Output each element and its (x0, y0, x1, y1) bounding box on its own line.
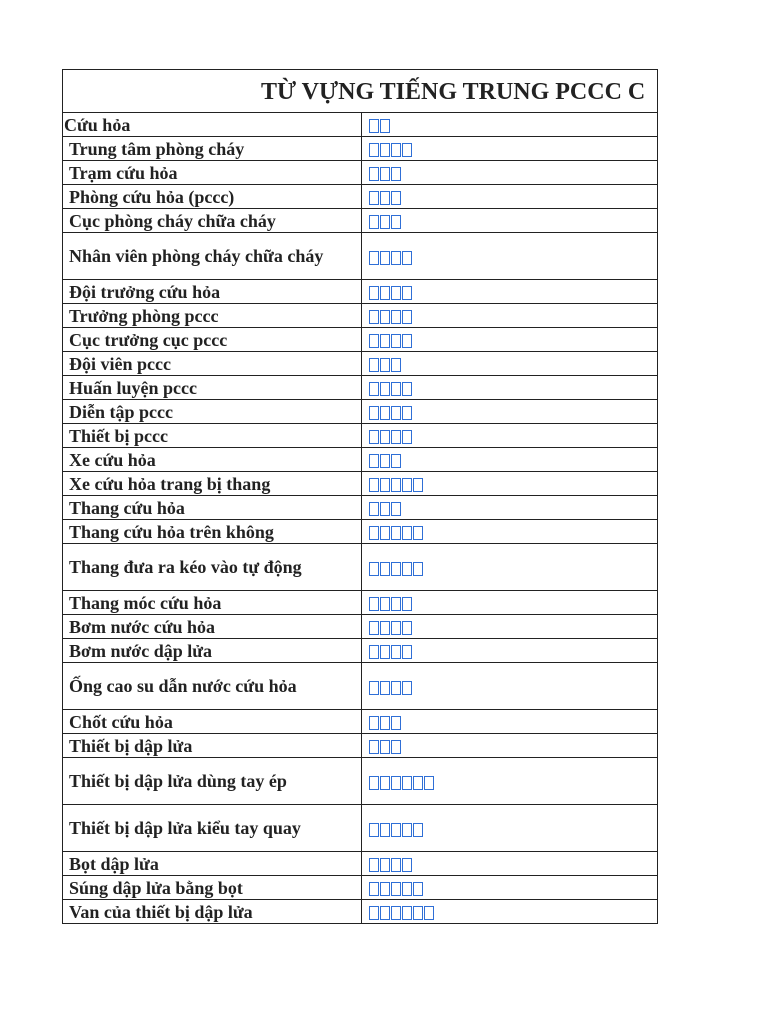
missing-glyph-boxes (369, 645, 412, 659)
table-row (63, 400, 657, 424)
table-row (63, 615, 657, 639)
table-row (63, 424, 657, 448)
chinese-term (361, 520, 657, 544)
vietnamese-term: Đội viên pccc (63, 352, 361, 376)
vocabulary-table (63, 113, 657, 924)
table-row (63, 710, 657, 734)
missing-glyph-icon (369, 310, 379, 324)
missing-glyph-icon (380, 621, 390, 635)
table-row (63, 328, 657, 352)
table-row (63, 280, 657, 304)
table-row (63, 663, 657, 710)
missing-glyph-icon (380, 167, 390, 181)
missing-glyph-icon (380, 406, 390, 420)
missing-glyph-icon (391, 406, 401, 420)
missing-glyph-icon (380, 358, 390, 372)
missing-glyph-boxes (369, 562, 423, 576)
chinese-term (361, 758, 657, 805)
missing-glyph-icon (402, 382, 412, 396)
missing-glyph-icon (391, 858, 401, 872)
vietnamese-term: Thiết bị pccc (63, 424, 361, 448)
missing-glyph-icon (369, 597, 379, 611)
missing-glyph-icon (369, 562, 379, 576)
missing-glyph-icon (380, 776, 390, 790)
table-row (63, 591, 657, 615)
chinese-term (361, 304, 657, 328)
missing-glyph-icon (369, 286, 379, 300)
missing-glyph-icon (391, 716, 401, 730)
missing-glyph-icon (391, 334, 401, 348)
chinese-term (361, 376, 657, 400)
vietnamese-term: Đội trưởng cứu hỏa (63, 280, 361, 304)
missing-glyph-icon (369, 645, 379, 659)
table-row (63, 639, 657, 663)
missing-glyph-boxes (369, 858, 412, 872)
missing-glyph-icon (369, 740, 379, 754)
chinese-term (361, 496, 657, 520)
chinese-term (361, 639, 657, 663)
missing-glyph-icon (391, 454, 401, 468)
missing-glyph-icon (402, 478, 412, 492)
missing-glyph-icon (402, 251, 412, 265)
missing-glyph-boxes (369, 358, 401, 372)
vietnamese-term: Diễn tập pccc (63, 400, 361, 424)
vietnamese-term: Phòng cứu hỏa (pccc) (63, 185, 361, 209)
vietnamese-term: Thiết bị dập lửa kiểu tay quay (63, 805, 361, 852)
missing-glyph-icon (402, 286, 412, 300)
missing-glyph-icon (402, 681, 412, 695)
missing-glyph-icon (369, 621, 379, 635)
chinese-term (361, 185, 657, 209)
missing-glyph-icon (402, 562, 412, 576)
chinese-term (361, 137, 657, 161)
missing-glyph-icon (424, 776, 434, 790)
missing-glyph-icon (369, 454, 379, 468)
table-row (63, 520, 657, 544)
chinese-term (361, 852, 657, 876)
table-row (63, 161, 657, 185)
missing-glyph-boxes (369, 286, 412, 300)
vocabulary-sheet (62, 69, 658, 924)
vietnamese-term: Súng dập lửa bằng bọt (63, 876, 361, 900)
vietnamese-term: Ống cao su dẫn nước cứu hỏa (63, 663, 361, 710)
missing-glyph-icon (369, 882, 379, 896)
chinese-term (361, 615, 657, 639)
missing-glyph-icon (380, 382, 390, 396)
vietnamese-term: Trạm cứu hỏa (63, 161, 361, 185)
missing-glyph-icon (380, 858, 390, 872)
missing-glyph-icon (391, 906, 401, 920)
missing-glyph-boxes (369, 430, 412, 444)
missing-glyph-icon (402, 334, 412, 348)
missing-glyph-icon (369, 143, 379, 157)
missing-glyph-icon (380, 478, 390, 492)
missing-glyph-icon (413, 562, 423, 576)
missing-glyph-icon (369, 716, 379, 730)
missing-glyph-icon (402, 906, 412, 920)
sheet-title: TỪ VỰNG TIẾNG TRUNG PCCC C (261, 79, 646, 105)
missing-glyph-icon (402, 776, 412, 790)
missing-glyph-icon (402, 882, 412, 896)
missing-glyph-boxes (369, 882, 423, 896)
missing-glyph-icon (391, 597, 401, 611)
vietnamese-term: Cứu hỏa (63, 113, 361, 137)
chinese-term (361, 710, 657, 734)
missing-glyph-boxes (369, 334, 412, 348)
vietnamese-term: Thang đưa ra kéo vào tự động (63, 544, 361, 591)
missing-glyph-icon (369, 167, 379, 181)
missing-glyph-icon (391, 215, 401, 229)
missing-glyph-boxes (369, 454, 401, 468)
missing-glyph-icon (380, 454, 390, 468)
chinese-term (361, 663, 657, 710)
missing-glyph-icon (391, 681, 401, 695)
table-row (63, 448, 657, 472)
missing-glyph-icon (391, 823, 401, 837)
missing-glyph-boxes (369, 740, 401, 754)
missing-glyph-icon (402, 858, 412, 872)
missing-glyph-icon (369, 681, 379, 695)
table-row (63, 376, 657, 400)
missing-glyph-boxes (369, 167, 401, 181)
vietnamese-term: Thiết bị dập lửa dùng tay ép (63, 758, 361, 805)
missing-glyph-icon (391, 251, 401, 265)
missing-glyph-boxes (369, 502, 401, 516)
table-row (63, 876, 657, 900)
missing-glyph-icon (391, 776, 401, 790)
missing-glyph-icon (369, 823, 379, 837)
missing-glyph-icon (380, 645, 390, 659)
vietnamese-term: Thang cứu hỏa trên không (63, 520, 361, 544)
missing-glyph-boxes (369, 597, 412, 611)
vietnamese-term: Cục phòng cháy chữa cháy (63, 209, 361, 233)
chinese-term (361, 328, 657, 352)
missing-glyph-icon (380, 143, 390, 157)
missing-glyph-boxes (369, 119, 390, 133)
vietnamese-term: Bơm nước cứu hỏa (63, 615, 361, 639)
missing-glyph-icon (391, 621, 401, 635)
chinese-term (361, 280, 657, 304)
missing-glyph-icon (391, 286, 401, 300)
vietnamese-term: Trung tâm phòng cháy (63, 137, 361, 161)
vocabulary-table-body (63, 113, 657, 924)
missing-glyph-icon (402, 645, 412, 659)
table-row (63, 113, 657, 137)
missing-glyph-icon (413, 478, 423, 492)
table-row (63, 233, 657, 280)
missing-glyph-icon (391, 167, 401, 181)
missing-glyph-icon (369, 215, 379, 229)
table-row (63, 352, 657, 376)
chinese-term (361, 448, 657, 472)
missing-glyph-icon (369, 858, 379, 872)
missing-glyph-icon (380, 251, 390, 265)
missing-glyph-icon (391, 526, 401, 540)
table-row (63, 900, 657, 924)
chinese-term (361, 734, 657, 758)
missing-glyph-icon (369, 430, 379, 444)
chinese-term (361, 424, 657, 448)
missing-glyph-icon (380, 310, 390, 324)
missing-glyph-icon (380, 681, 390, 695)
missing-glyph-icon (402, 823, 412, 837)
table-row (63, 185, 657, 209)
missing-glyph-icon (391, 502, 401, 516)
missing-glyph-icon (380, 823, 390, 837)
missing-glyph-icon (380, 119, 390, 133)
missing-glyph-boxes (369, 478, 423, 492)
missing-glyph-icon (380, 716, 390, 730)
missing-glyph-icon (369, 358, 379, 372)
missing-glyph-icon (391, 382, 401, 396)
vietnamese-term: Cục trưởng cục pccc (63, 328, 361, 352)
chinese-term (361, 544, 657, 591)
chinese-term (361, 900, 657, 924)
missing-glyph-icon (380, 740, 390, 754)
missing-glyph-icon (369, 191, 379, 205)
missing-glyph-boxes (369, 681, 412, 695)
vietnamese-term: Nhân viên phòng cháy chữa cháy (63, 233, 361, 280)
chinese-term (361, 805, 657, 852)
missing-glyph-boxes (369, 251, 412, 265)
missing-glyph-boxes (369, 621, 412, 635)
chinese-term (361, 400, 657, 424)
missing-glyph-boxes (369, 215, 401, 229)
missing-glyph-icon (369, 406, 379, 420)
missing-glyph-icon (402, 406, 412, 420)
missing-glyph-icon (391, 430, 401, 444)
missing-glyph-boxes (369, 716, 401, 730)
missing-glyph-icon (380, 215, 390, 229)
missing-glyph-icon (391, 882, 401, 896)
missing-glyph-icon (402, 430, 412, 444)
missing-glyph-icon (391, 562, 401, 576)
vietnamese-term: Van của thiết bị dập lửa (63, 900, 361, 924)
chinese-term (361, 876, 657, 900)
missing-glyph-icon (413, 882, 423, 896)
table-row (63, 758, 657, 805)
missing-glyph-icon (380, 906, 390, 920)
chinese-term (361, 591, 657, 615)
missing-glyph-boxes (369, 406, 412, 420)
chinese-term (361, 472, 657, 496)
table-row (63, 137, 657, 161)
vietnamese-term: Thang móc cứu hỏa (63, 591, 361, 615)
missing-glyph-icon (402, 526, 412, 540)
vietnamese-term: Chốt cứu hỏa (63, 710, 361, 734)
missing-glyph-icon (369, 502, 379, 516)
missing-glyph-icon (391, 143, 401, 157)
chinese-term (361, 113, 657, 137)
missing-glyph-icon (402, 310, 412, 324)
missing-glyph-icon (391, 645, 401, 659)
vietnamese-term: Thang cứu hỏa (63, 496, 361, 520)
missing-glyph-icon (380, 191, 390, 205)
vietnamese-term: Bọt dập lửa (63, 852, 361, 876)
missing-glyph-icon (369, 478, 379, 492)
table-row (63, 734, 657, 758)
missing-glyph-icon (391, 478, 401, 492)
missing-glyph-icon (369, 119, 379, 133)
missing-glyph-icon (380, 882, 390, 896)
missing-glyph-icon (369, 906, 379, 920)
table-row (63, 472, 657, 496)
chinese-term (361, 161, 657, 185)
missing-glyph-icon (413, 526, 423, 540)
vietnamese-term: Bơm nước dập lửa (63, 639, 361, 663)
vietnamese-term: Trưởng phòng pccc (63, 304, 361, 328)
vietnamese-term: Thiết bị dập lửa (63, 734, 361, 758)
missing-glyph-icon (413, 776, 423, 790)
missing-glyph-icon (380, 597, 390, 611)
missing-glyph-icon (380, 526, 390, 540)
missing-glyph-icon (369, 251, 379, 265)
missing-glyph-boxes (369, 143, 412, 157)
missing-glyph-icon (391, 310, 401, 324)
missing-glyph-icon (380, 286, 390, 300)
table-row (63, 852, 657, 876)
sheet-title-cell (63, 70, 657, 113)
missing-glyph-boxes (369, 776, 434, 790)
missing-glyph-icon (380, 562, 390, 576)
vietnamese-term: Huấn luyện pccc (63, 376, 361, 400)
missing-glyph-icon (424, 906, 434, 920)
missing-glyph-icon (380, 502, 390, 516)
missing-glyph-icon (380, 334, 390, 348)
table-row (63, 805, 657, 852)
table-row (63, 209, 657, 233)
missing-glyph-icon (413, 906, 423, 920)
missing-glyph-boxes (369, 823, 423, 837)
missing-glyph-boxes (369, 526, 423, 540)
chinese-term (361, 352, 657, 376)
missing-glyph-icon (391, 740, 401, 754)
chinese-term (361, 209, 657, 233)
missing-glyph-icon (402, 621, 412, 635)
table-row (63, 304, 657, 328)
missing-glyph-icon (413, 823, 423, 837)
missing-glyph-boxes (369, 906, 434, 920)
missing-glyph-icon (369, 382, 379, 396)
missing-glyph-icon (369, 526, 379, 540)
table-row (63, 496, 657, 520)
missing-glyph-icon (391, 191, 401, 205)
table-row (63, 544, 657, 591)
missing-glyph-icon (402, 143, 412, 157)
missing-glyph-boxes (369, 382, 412, 396)
missing-glyph-boxes (369, 310, 412, 324)
missing-glyph-icon (391, 358, 401, 372)
missing-glyph-icon (369, 334, 379, 348)
chinese-term (361, 233, 657, 280)
missing-glyph-icon (380, 430, 390, 444)
missing-glyph-boxes (369, 191, 401, 205)
missing-glyph-icon (402, 597, 412, 611)
vietnamese-term: Xe cứu hỏa (63, 448, 361, 472)
vietnamese-term: Xe cứu hỏa trang bị thang (63, 472, 361, 496)
missing-glyph-icon (369, 776, 379, 790)
